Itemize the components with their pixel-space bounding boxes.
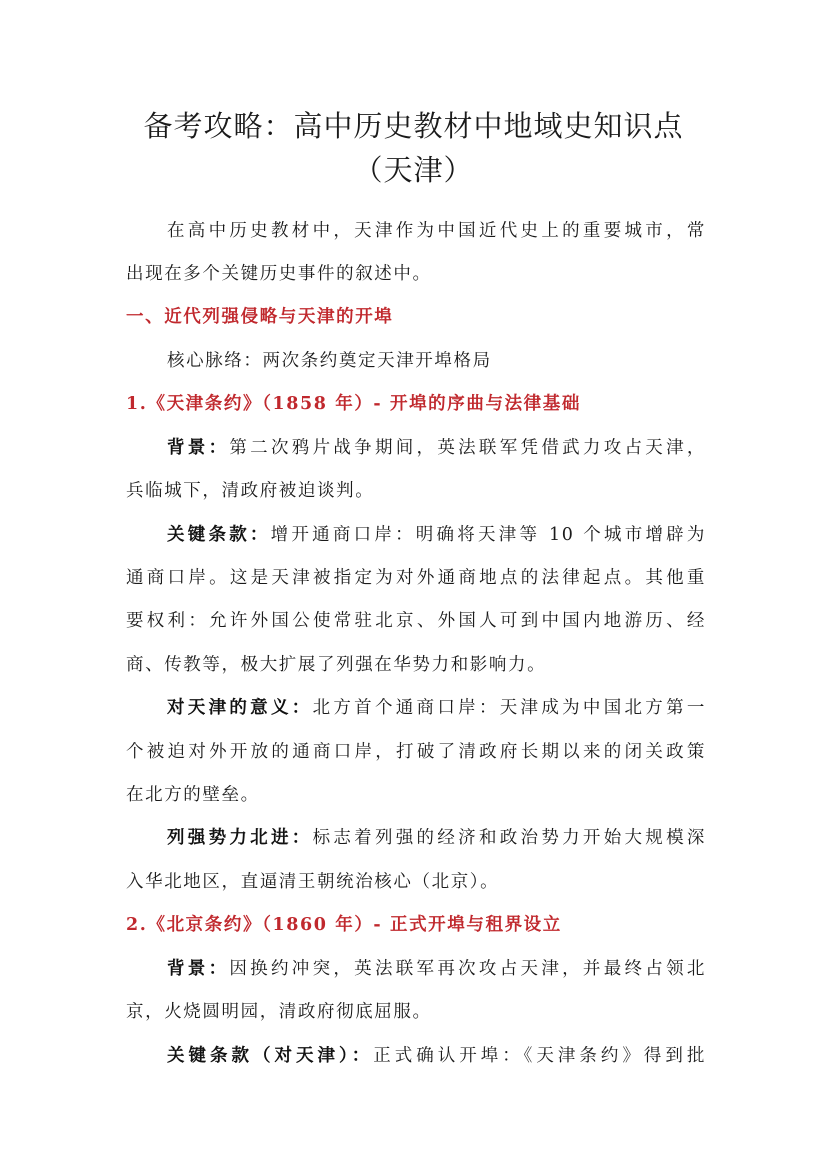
treaty1-key-line-2: 通商口岸。这是天津被指定为对外通商地点的法律起点。其他重 <box>126 568 706 588</box>
text: 北方首个通商口岸：天津成为中国北方第一 <box>312 698 706 718</box>
intro-line-1: 在高中历史教材中，天津作为中国近代史上的重要城市，常 <box>167 221 706 241</box>
treaty2-background <box>167 958 706 980</box>
intro-line-2: 出现在多个关键历史事件的叙述中。 <box>126 264 432 284</box>
treaty1-significance-line-3: 在北方的壁垒。 <box>126 785 260 805</box>
treaty2-background-line-2: 京，火烧圆明园，清政府彻底屈服。 <box>126 1002 432 1022</box>
label: 列强势力北进： <box>167 828 313 848</box>
treaty1-background <box>167 437 706 459</box>
section-heading: 一、近代列强侵略与天津的开埠 <box>126 307 394 327</box>
treaty1-advance <box>167 827 706 849</box>
treaty1-significance-line-2: 个被迫对外开放的通商口岸，打破了清政府长期以来的闭关政策 <box>126 742 706 762</box>
treaty2-heading: 2.《北京条约》（1860 年）- 正式开埠与租界设立 <box>126 915 562 935</box>
document-subtitle: （天津） <box>353 153 474 187</box>
label: 对天津的意义： <box>167 698 313 718</box>
document-title: 备考攻略：高中历史教材中地域史知识点 <box>143 109 684 143</box>
text: 增开通商口岸：明确将天津等 10 个城市增辟为 <box>270 525 707 545</box>
core-thread: 核心脉络：两次条约奠定天津开埠格局 <box>167 351 492 371</box>
label: 关键条款： <box>167 525 271 545</box>
treaty1-advance-line-2: 入华北地区，直逼清王朝统治核心（北京）。 <box>126 872 500 892</box>
treaty1-key-terms <box>167 524 706 546</box>
text: 正式确认开埠：《天津条约》得到批 <box>373 1046 707 1066</box>
treaty1-background-cont: 兵临城下，清政府被迫谈判。 <box>126 481 375 501</box>
treaty1-key-line-4: 商、传教等，极大扩展了列强在华势力和影响力。 <box>126 655 547 675</box>
treaty1-heading: 1.《天津条约》（1858 年）- 开埠的序曲与法律基础 <box>126 394 581 414</box>
text: 标志着列强的经济和政治势力开始大规模深 <box>312 828 706 848</box>
label: 背景： <box>167 959 230 979</box>
text: 第二次鸦片战争期间，英法联军凭借武力攻占天津， <box>229 438 706 458</box>
text: 因换约冲突，英法联军再次攻占天津，并最终占领北 <box>229 959 706 979</box>
treaty1-significance <box>167 697 706 719</box>
treaty2-key-terms <box>167 1045 706 1067</box>
label: 关键条款（对天津）： <box>167 1046 374 1066</box>
treaty1-key-line-3: 要权利：允许外国公使常驻北京、外国人可到中国内地游历、经 <box>126 611 706 631</box>
label: 背景： <box>167 438 230 458</box>
